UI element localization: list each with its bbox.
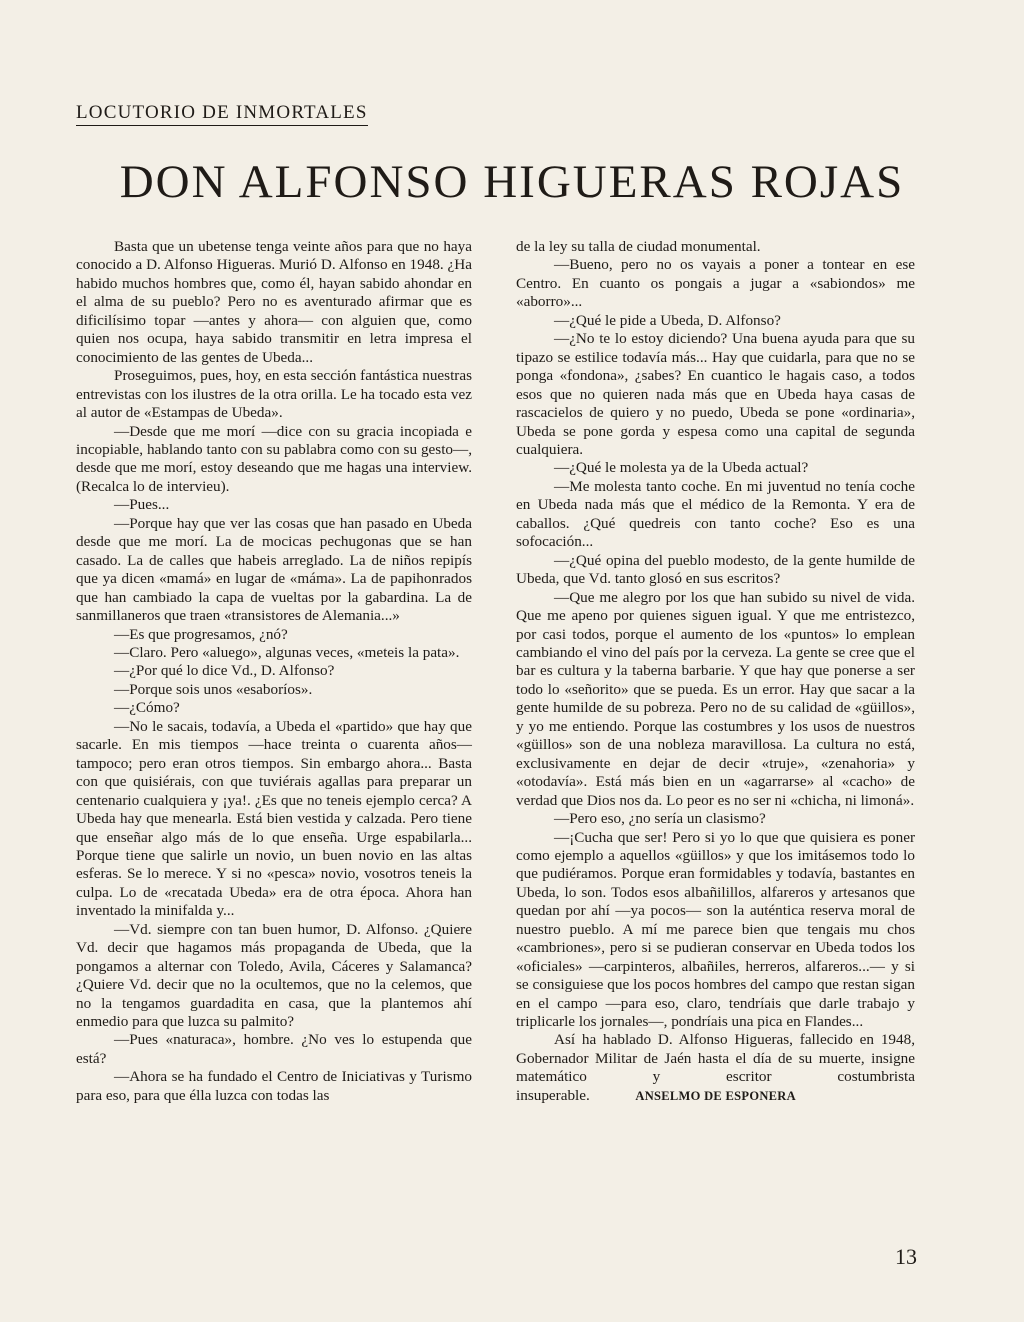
paragraph: Basta que un ubetense tenga veinte años para que no haya conocido a D. Alfonso Higueras. Murió D. Alfonso en 1948. ¿Ha habido muchos hombres que, como él, hayan sabido ahondar en el alma de su pueblo? Pero no es aventurado afirmar que es dificilísimo topar —antes y ahora— con alguien que, como quien nos ocupa, haya sabido transmitir en letra impresa el conocimiento de las gentes de Ubeda...: [76, 238, 472, 366]
paragraph: —No le sacais, todavía, a Ubeda el «partido» que hay que sacarle. En mis tiempos —hace treinta o cuarenta años— tampoco; pero eran otros tiempos. Sin embargo ahora... Basta con que quisiérais, con que tuviérais agallas para preparar un centenario cualquiera y ¡ya!. ¿Es que no teneis ejemplo cerca? A Ubeda hay que menearla. Está bien vestida y calzada. Pero tiene que enseñar algo más de lo que enseña. Urge espabilarla... Porque tiene que salirle un novio, un buen novio en las altas esferas. Se lo merece. Y si no «pesca» novio, vosotros teneis la culpa. Lo de «recatada Ubeda» era de otra época. Ahora han inventado la minifalda y...: [76, 717, 472, 920]
paragraph: —Desde que me morí —dice con su gracia incopiada e incopiable, hablando tanto con su pablabra como con su gesto—, desde que me morí, estoy deseando que me hagas una interview. (Recalca lo de intervieu).: [76, 422, 472, 495]
paragraph: —Pues...: [114, 496, 170, 514]
paragraph: de la ley su talla de ciudad monumental.: [516, 238, 761, 255]
author-signature: ANSELMO DE ESPONERA: [635, 1088, 796, 1103]
paragraph: —Pero eso, ¿no sería un clasismo?: [554, 810, 766, 828]
paragraph: —¿Cómo?: [114, 699, 180, 717]
article-title: DON ALFONSO HIGUERAS ROJAS: [119, 156, 905, 208]
paragraph: —Porque hay que ver las cosas que han pasado en Ubeda desde que me morí. La de mocicas pechugonas que se han casado. La de calles que habeis arreglado. La de niños repipís que ya dicen «mamá» en lugar de «máma». La de papihonrados que han cambiado la capa de vueltas por la gabardina. La de sanmillaneros que traen «transistores de Alemania...»: [76, 514, 472, 625]
paragraph: —¿No te lo estoy diciendo? Una buena ayuda para que su tipazo se estilice todavía más... Hay que cuidarla, para que no se ponga «fondona», ¿sabes? En cuantico le hagais caso, a todos esos que no quieren nada más que en Ubeda haya casas de rascacielos de quiero y no puedo, Ubeda se pone «ordinaria», Ubeda se pone gorda y espesa como una capital de segunda cualquiera.: [516, 330, 915, 458]
right-column: [516, 238, 915, 1105]
paragraph: —Bueno, pero no os vayais a poner a tontear en ese Centro. En cuanto os pongais a jugar a «sabiondos» me «aborro»...: [516, 256, 915, 311]
paragraph: Proseguimos, pues, hoy, en esta sección fantástica nuestras entrevistas con los ilustres de la otra orilla. Le ha tocado esta vez al autor de «Estampas de Ubeda».: [76, 367, 472, 422]
paragraph: —¿Por qué lo dice Vd., D. Alfonso?: [114, 662, 335, 680]
paragraph: —¿Qué opina del pueblo modesto, de la gente humilde de Ubeda, que Vd. tanto glosó en sus escritos?: [516, 551, 915, 588]
paragraph: —Es que progresamos, ¿nó?: [114, 625, 288, 643]
paragraph: —Porque sois unos «esaboríos».: [114, 680, 313, 698]
paragraph: —¿Qué le pide a Ubeda, D. Alfonso?: [554, 311, 781, 329]
paragraph: —Pues «naturaca», hombre. ¿No ves lo estupenda que está?: [76, 1031, 472, 1067]
paragraph: —Claro. Pero «aluego», algunas veces, «meteis la pata».: [114, 643, 460, 661]
paragraph: —Me molesta tanto coche. En mi juventud no tenía coche en Ubeda nada más que el médico de la Remonta. Y era de caballos. ¿Qué quedreis con tanto coche? Eso es una sofocación...: [516, 477, 915, 551]
paragraph: —Vd. siempre con tan buen humor, D. Alfonso. ¿Quiere Vd. decir que hagamos más propaganda de Ubeda, que la pongamos a alternar con Toledo, Avila, Cáceres y Salamanca? ¿Quiere Vd. decir que no la ocultemos, que no la celemos, que no la tengamos guardadita en casa, que la plantemos ahí enmedio para que luzca su palmito?: [76, 920, 472, 1031]
page-number: 13: [895, 1244, 917, 1269]
paragraph: —¿Qué le molesta ya de la Ubeda actual?: [554, 459, 809, 477]
closing-paragraph: [516, 1031, 915, 1105]
closing-text: Así ha hablado D. Alfonso Higueras, fallecido en 1948, Gobernador Militar de Jaén hasta el día de su muerte, insigne matemático y escritor costumbrista insuperable.: [516, 1031, 915, 1104]
paragraph: —Que me alegro por los que han subido su nivel de vida. Que me apeno por quienes siguen igual. Y que me entristezco, por casi todos, porque el aumento de los «puntos» lo emplean cambiando el vino del país por la cerveza. La gente se cree que el bar es cultura y la taberna barbarie. Y que hay que ponerse a ser todo lo «señorito» que se pueda. Es un error. Hay que sacar a la gente humilde de su pobreza. Pero no de su calidad de «güillos», y yo me entiendo. Porque las costumbres y los usos de nuestros «güillos» son de una nobleza maravillosa. La cultura no está, exclusivamente en dejar de decir «truje», «zenahoria» y «otodavía». Está más bien en un «agarrarse» al «cacho» de verdad que Dios nos da. Lo peor es no ser ni «chicha, ni limoná».: [516, 588, 915, 809]
paragraph: —Ahora se ha fundado el Centro de Iniciativas y Turismo para eso, para que élla luzca con todas las: [76, 1068, 472, 1104]
left-column: [76, 238, 472, 1105]
paragraph: —¡Cucha que ser! Pero si yo lo que que quisiera es poner como ejemplo a aquellos «güillos» y que los imitásemos todo lo que pudiéramos. Porque eran formidables y todavía, bastantes en Ubeda, lo son. Todos esos albañilillos, alfareros y artesanos que quedan por ahí —ya pocos— son la auténtica reserva moral de nuestro pueblo. A mí me parece bien que tengais mu chos «cambriones», pero si se pudieran conservar en Ubeda todos los «oficiales» —carpinteros, albañiles, herreros, alfareros...— y si se consiguiese que los pocos hombres del campo que restan sigan en el campo —para eso, claro, tendríais que darle trabajo y triplicarle los jornales—, pondríais una pica en Flandes...: [516, 828, 915, 1031]
section-label: LOCUTORIO DE INMORTALES: [76, 102, 368, 126]
